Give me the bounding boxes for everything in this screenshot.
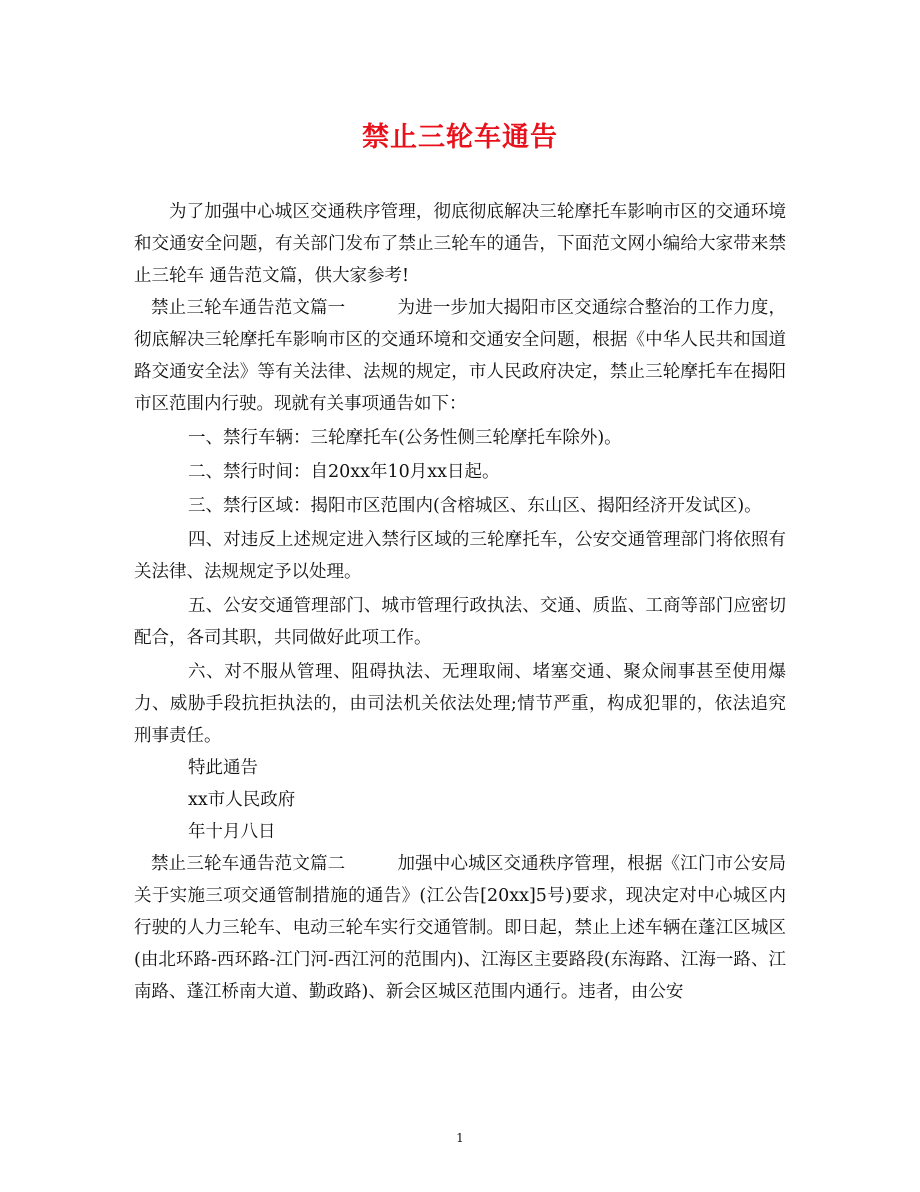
document-body: [134, 196, 786, 1008]
rule-item-2: 二、禁行时间：自20xx年10月xx日起。: [188, 462, 500, 482]
intro-paragraph: 为了加强中心城区交通秩序管理，彻底彻底解决三轮摩托车影响市区的交通环境和交通安全问题，有关部门发布了禁止三轮车的通告，下面范文网小编给大家带来禁止三轮车 通告范文篇，供大家参考!: [134, 202, 786, 286]
sample-two-body: 加强中心城区交通秩序管理，根据《江门市公安局关于实施三项交通管制措施的通告》(江公告[20xx]5号)要求，现决定对中心城区内行驶的人力三轮车、电动三轮车实行交通管制。即日起，禁止上述车辆在蓬江区城区(由北环路-西环路-江门河-西江河的范围内)、江海区主要路段(东海路、江海一路、江南路、蓬江桥南大道、勤政路)、新会区城区范围内通行。违者，由公安: [134, 854, 787, 1002]
page-number: 1: [456, 1131, 464, 1145]
sample-two-heading: 禁止三轮车通告范文篇二: [151, 854, 346, 874]
sample-one-paragraph: [134, 292, 786, 420]
document-title: 禁止三轮车通告: [362, 122, 558, 153]
sample-one-heading: 禁止三轮车通告范文篇一: [151, 298, 346, 318]
sample-one-body: 为进一步加大揭阳市区交通综合整治的工作力度，彻底解决三轮摩托车影响市区的交通环境和交通安全问题，根据《中华人民共和国道路交通安全法》等有关法律、法规的规定，市人民政府决定，禁止三轮摩托车在揭阳市区范围内行驶。现就有关事项通告如下：: [134, 298, 787, 414]
rule-item-3: 三、禁行区域：揭阳市区范围内(含榕城区、东山区、揭阳经济开发试区)。: [188, 496, 762, 516]
rule-item-4: 四、对违反上述规定进入禁行区域的三轮摩托车，公安交通管理部门将依照有关法律、法规规定予以处理。: [134, 530, 786, 582]
closing-line: 特此通告: [188, 758, 258, 778]
rule-item-6: 六、对不服从管理、阻碍执法、无理取闹、堵塞交通、聚众闹事甚至使用爆力、威胁手段抗拒执法的，由司法机关依法处理;情节严重，构成犯罪的，依法追究刑事责任。: [134, 662, 786, 746]
issuer-line: xx市人民政府: [188, 790, 296, 810]
rule-item-5: 五、公安交通管理部门、城市管理行政执法、交通、质监、工商等部门应密切配合，各司其职，共同做好此项工作。: [134, 596, 786, 648]
date-line: 年十月八日: [188, 822, 276, 842]
rule-item-1: 一、禁行车辆：三轮摩托车(公务性侧三轮摩托车除外)。: [188, 428, 622, 448]
sample-two-paragraph: [134, 848, 786, 1008]
